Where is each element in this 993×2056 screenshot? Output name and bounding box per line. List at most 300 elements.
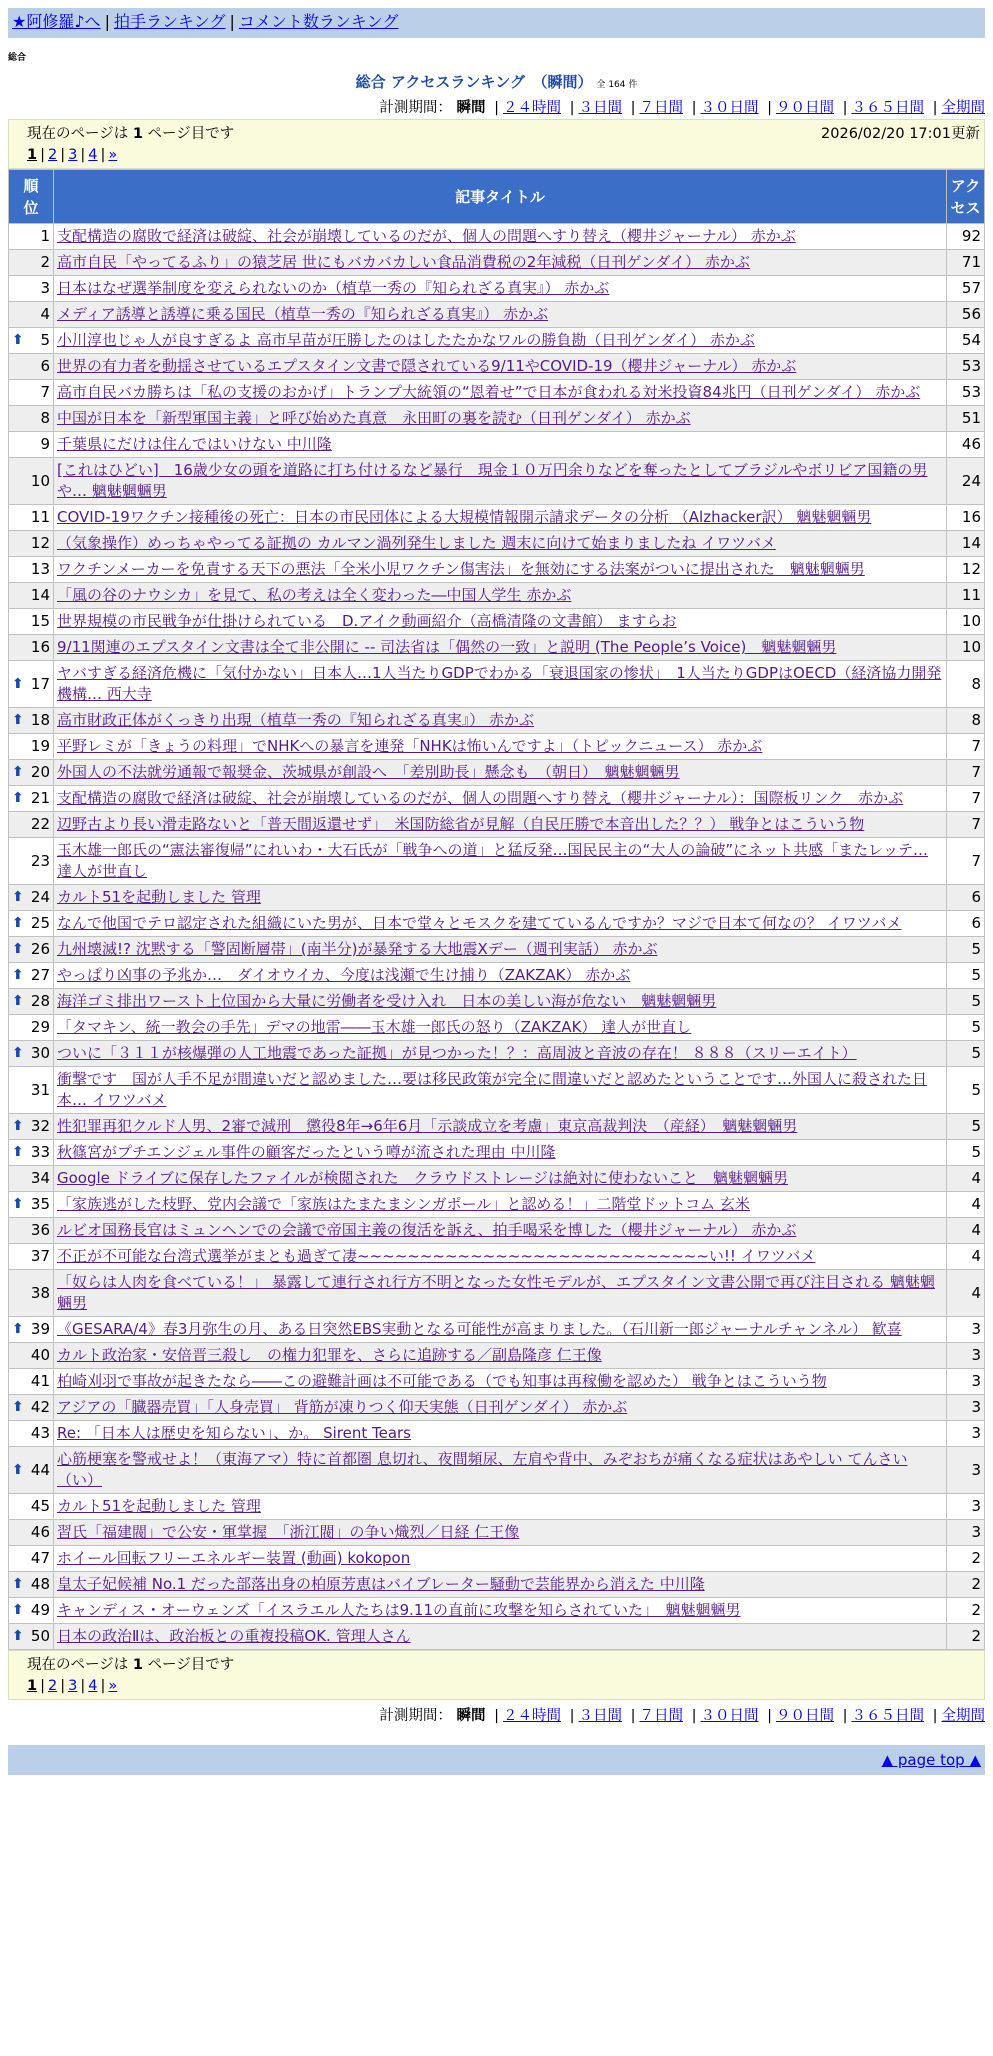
table-row (9, 302, 985, 328)
up-arrow-icon: ⬆ (12, 1602, 24, 1618)
rank-cell (9, 1166, 54, 1192)
period-3d-link[interactable]: ３日間 (578, 1708, 622, 1724)
rank-cell (9, 609, 54, 635)
ranking-title: 総合 アクセスランキング （瞬間） (355, 73, 593, 91)
table-row (9, 432, 985, 458)
nav-separator: | (229, 12, 235, 31)
title-cell (54, 1624, 947, 1650)
rank-number: 48 (30, 1575, 50, 1593)
nav-separator: | (104, 12, 110, 31)
rank-number: 23 (30, 851, 50, 870)
access-count: 46 (947, 432, 985, 458)
rank-cell (9, 661, 54, 708)
applause-ranking-link[interactable]: 拍手ランキング (113, 12, 226, 31)
page-4-link[interactable]: 4 (88, 147, 98, 163)
rank-number: 24 (30, 888, 50, 906)
title-cell (54, 635, 947, 661)
article-link[interactable]: 《GESARA/4》春3月弥生の月、ある日突然EBS実動となる可能性が高まりました。（石川新一郎ジャーナルチャンネル） 歓喜 (57, 1320, 902, 1338)
title-cell (54, 224, 947, 250)
rank-number: 11 (30, 508, 50, 526)
title-cell (54, 963, 947, 989)
title-cell (54, 557, 947, 583)
rank-number: 28 (30, 992, 50, 1010)
article-link[interactable]: ワクチンメーカーを免責する天下の悪法「全米小児ワクチン傷害法」を無効にする法案がついに提出された 魑魅魍魎男 (57, 560, 865, 578)
table-row (9, 458, 985, 505)
home-link[interactable]: ★阿修羅♪へ (12, 12, 101, 31)
title-cell (54, 1218, 947, 1244)
table-row (9, 661, 985, 708)
page-links-bottom: 1 | 2 | 3 | 4 | » (27, 1678, 118, 1694)
rank-number: 47 (30, 1549, 50, 1567)
page-1-current: 1 (27, 147, 38, 163)
rank-number: 13 (30, 560, 50, 578)
period-label: 計測期間： (379, 100, 452, 116)
rank-number: 8 (40, 409, 50, 427)
up-arrow-icon: ⬆ (12, 1196, 24, 1212)
title-cell (54, 838, 947, 885)
rank-cell (9, 406, 54, 432)
article-link[interactable]: 「家族逃がした枝野、党内会議で「家族はたまたまシンガポール」と認める！」二階堂ドットコム 玄米 (57, 1195, 750, 1213)
table-row (9, 557, 985, 583)
article-link[interactable]: 「風の谷のナウシカ」を見て、私の考えは全く変わった―中国人学生 赤かぶ (57, 586, 572, 604)
table-row (9, 380, 985, 406)
title-cell (54, 1015, 947, 1041)
table-row (9, 1166, 985, 1192)
period-selector: 計測期間： 瞬間 | ２４時間 | ３日間 | ７日間 | ３０日間 | ９０日間 | ３６５日間 | 全期間 (379, 100, 985, 116)
article-link[interactable]: 「奴らは人肉を食べている！」 暴露して連行され行方不明となった女性モデルが、エプスタイン文書公開で再び注目される 魑魅魍魎男 (57, 1273, 935, 1312)
title-cell (54, 1494, 947, 1520)
column-header-access: アクセス (947, 170, 985, 224)
access-count: 3 (947, 1395, 985, 1421)
rank-number: 49 (30, 1601, 50, 1619)
rank-cell (9, 1598, 54, 1624)
table-row (9, 250, 985, 276)
rank-number: 34 (30, 1169, 50, 1187)
period-all-link[interactable]: 全期間 (941, 100, 985, 116)
column-header-rank: 順位 (9, 170, 54, 224)
article-link[interactable]: 中国が日本を「新型軍国主義」と呼び始めた真意 永田町の裏を読む（日刊ゲンダイ） 赤かぶ (57, 409, 691, 427)
rank-number: 45 (30, 1497, 50, 1515)
table-row (9, 328, 985, 354)
page-3-link[interactable]: 3 (68, 1678, 78, 1694)
period-90d-link[interactable]: ９０日間 (776, 1708, 834, 1724)
rank-number: 7 (40, 383, 50, 401)
access-count: 54 (947, 328, 985, 354)
article-link[interactable]: 皇太子妃候補 No.1 だった部落出身の柏原芳恵はバイブレーター騒動で芸能界から消えた 中川隆 (57, 1575, 705, 1593)
article-link[interactable]: [これはひどい] 16歳少女の頭を道路に打ち付けるなど暴行 現金１０万円余りなどを奪ったとしてブラジルやボリビア国籍の男や… 魑魅魍魎男 (57, 461, 928, 500)
rank-number: 38 (30, 1283, 50, 1302)
rank-cell (9, 1015, 54, 1041)
title-cell (54, 812, 947, 838)
rank-number: 35 (30, 1195, 50, 1213)
table-row (9, 1041, 985, 1067)
table-row (9, 1067, 985, 1114)
access-count: 7 (947, 838, 985, 885)
title-cell (54, 1244, 947, 1270)
article-link[interactable]: 辺野古より長い滑走路ないと「普天間返還せず」 米国防総省が見解（自民圧勝で本音出した？？） 戦争とはこういう物 (57, 815, 865, 833)
title-cell (54, 531, 947, 557)
rank-cell (9, 1192, 54, 1218)
rank-number: 12 (30, 534, 50, 552)
page-2-link[interactable]: 2 (47, 147, 58, 163)
table-row (9, 812, 985, 838)
title-cell (54, 406, 947, 432)
table-row (9, 1244, 985, 1270)
article-link[interactable]: 高市財政正体がくっきり出現（植草一秀の『知られざる真実』） 赤かぶ (57, 711, 534, 729)
access-count: 92 (947, 224, 985, 250)
access-count: 71 (947, 250, 985, 276)
article-link[interactable]: カルト51を起動しました 管理 (57, 888, 261, 906)
ranking-body (9, 224, 985, 1650)
rank-number: 10 (30, 471, 50, 490)
rank-cell (9, 734, 54, 760)
rank-cell (9, 1067, 54, 1114)
article-link[interactable]: 日本の政治Ⅱは、政治板との重複投稿OK. 管理人さん (57, 1627, 411, 1645)
rank-number: 3 (40, 279, 50, 297)
total-count: 全 164 件 (596, 80, 638, 90)
article-link[interactable]: カルト51を起動しました 管理 (57, 1497, 261, 1515)
rank-number: 17 (30, 674, 50, 693)
title-cell (54, 250, 947, 276)
access-count: 16 (947, 505, 985, 531)
article-link[interactable]: ホイール回転フリーエネルギー装置 (動画) kokopon (57, 1549, 411, 1567)
table-row (9, 838, 985, 885)
title-cell (54, 380, 947, 406)
access-count: 5 (947, 1015, 985, 1041)
access-count: 53 (947, 380, 985, 406)
period-7d-link[interactable]: ７日間 (639, 1708, 683, 1724)
rank-number: 14 (30, 586, 50, 604)
rank-cell (9, 1140, 54, 1166)
article-link[interactable]: カルト政治家・安倍晋三殺し の権力犯罪を、さらに追跡する／副島隆彦 仁王像 (57, 1346, 602, 1364)
period-24h-link[interactable]: ２４時間 (503, 1708, 561, 1724)
table-row (9, 734, 985, 760)
table-row (9, 1421, 985, 1447)
rank-cell (9, 911, 54, 937)
access-count: 7 (947, 812, 985, 838)
article-link[interactable]: 世界規模の市民戦争が仕掛けられている D.アイク動画紹介（高橋清隆の文書館） ますらお (57, 612, 677, 630)
rank-cell (9, 354, 54, 380)
up-arrow-icon: ⬆ (12, 889, 24, 905)
article-link[interactable]: 支配構造の腐敗で経済は破綻、社会が崩壊しているのだが、個人の問題へすり替え（櫻井ジャーナル）：国際板リンク 赤かぶ (57, 789, 904, 807)
title-cell (54, 1598, 947, 1624)
rank-number: 25 (30, 914, 50, 932)
article-link[interactable]: 小川淳也じゃ人が良すぎるよ 高市早苗が圧勝したのはしたたかなワルの勝負勘（日刊ゲンダイ） 赤かぶ (57, 331, 755, 349)
rank-number: 41 (30, 1372, 50, 1390)
up-arrow-icon: ⬆ (12, 915, 24, 931)
rank-number: 9 (40, 435, 50, 453)
article-link[interactable]: 平野レミが「きょうの料理」でNHKへの暴言を連発「NHKは怖いんですよ」（トピックニュース） 赤かぶ (57, 737, 763, 755)
rank-cell (9, 458, 54, 505)
title-cell (54, 276, 947, 302)
rank-number: 6 (40, 357, 50, 375)
table-row (9, 1520, 985, 1546)
top-navigation (8, 8, 985, 38)
article-link[interactable]: 支配構造の腐敗で経済は破綻、社会が崩壊しているのだが、個人の問題へすり替え（櫻井ジャーナル） 赤かぶ (57, 227, 796, 245)
rank-number: 5 (40, 331, 50, 349)
rank-cell (9, 812, 54, 838)
table-row (9, 276, 985, 302)
access-count: 11 (947, 583, 985, 609)
rank-cell (9, 557, 54, 583)
rank-cell (9, 328, 54, 354)
title-cell (54, 458, 947, 505)
rank-number: 18 (30, 711, 50, 729)
category-label: 総合 (8, 53, 27, 63)
rank-cell (9, 583, 54, 609)
rank-number: 50 (30, 1627, 50, 1645)
title-cell (54, 609, 947, 635)
article-link[interactable]: 世界の有力者を動揺させているエプスタイン文書で隠されている9/11やCOVID-19（櫻井ジャーナル） 赤かぶ (57, 357, 797, 375)
article-link[interactable]: 心筋梗塞を警戒せよ！（東海アマ）特に首都圏 息切れ、夜間頻尿、左肩や背中、みぞおちが痛くなる症状はあやしい てんさい（い） (57, 1450, 908, 1489)
table-header-row (9, 170, 985, 224)
table-row (9, 885, 985, 911)
access-count: 3 (947, 1343, 985, 1369)
table-row (9, 609, 985, 635)
rank-number: 20 (30, 763, 50, 781)
rank-cell (9, 380, 54, 406)
table-row (9, 1140, 985, 1166)
title-cell (54, 1067, 947, 1114)
access-count: 57 (947, 276, 985, 302)
ranking-table (8, 169, 985, 1650)
table-row (9, 1369, 985, 1395)
title-cell (54, 708, 947, 734)
title-cell (54, 989, 947, 1015)
article-link[interactable]: キャンディス・オーウェンズ「イスラエル人たちは9.11の直前に攻撃を知らされていた」 魑魅魍魎男 (57, 1601, 741, 1619)
period-current: 瞬間 (456, 1708, 486, 1724)
rank-cell (9, 250, 54, 276)
page-3-link[interactable]: 3 (68, 147, 78, 163)
table-row (9, 531, 985, 557)
rank-number: 42 (30, 1398, 50, 1416)
article-link[interactable]: 秋篠宮がプチエンジェル事件の顧客だったという噂が流された理由 中川隆 (57, 1143, 556, 1161)
article-link[interactable]: 高市自民バカ勝ちは「私の支援のおかげ」トランプ大統領の“恩着せ”で日本が食われる対米投資84兆円（日刊ゲンダイ） 赤かぶ (57, 383, 921, 401)
access-count: 8 (947, 661, 985, 708)
article-link[interactable]: 日本はなぜ選挙制度を変えられないのか（植草一秀の『知られざる真実』） 赤かぶ (57, 279, 610, 297)
table-row (9, 989, 985, 1015)
title-cell (54, 911, 947, 937)
page-2-link[interactable]: 2 (47, 1678, 58, 1694)
access-count: 10 (947, 635, 985, 661)
access-count: 12 (947, 557, 985, 583)
article-link[interactable]: Google ドライブに保存したファイルが検閲された クラウドストレージは絶対に使わないこと 魑魅魍魎男 (57, 1169, 789, 1187)
table-row (9, 354, 985, 380)
article-link[interactable]: 外国人の不法就労通報で報奨金、茨城県が創設へ 「差別助長」懸念も （朝日） 魑魅魍魎男 (57, 763, 680, 781)
rank-number: 16 (30, 638, 50, 656)
article-link[interactable]: 性犯罪再犯クルド人男、2審で減刑 懲役8年→6年6月「示談成立を考慮」東京高裁判決 （産経） 魑魅魍魎男 (57, 1117, 798, 1135)
rank-number: 32 (30, 1117, 50, 1135)
up-arrow-icon: ⬆ (12, 1461, 24, 1478)
up-arrow-icon: ⬆ (12, 1321, 24, 1337)
rank-cell (9, 635, 54, 661)
table-row (9, 635, 985, 661)
table-row (9, 1598, 985, 1624)
access-count: 4 (947, 1270, 985, 1317)
title-cell (54, 432, 947, 458)
table-row (9, 911, 985, 937)
period-7d-link[interactable]: ７日間 (639, 100, 683, 116)
rank-number: 30 (30, 1044, 50, 1062)
access-count: 10 (947, 609, 985, 635)
up-arrow-icon: ⬆ (12, 1144, 24, 1160)
table-row (9, 1395, 985, 1421)
title-cell (54, 1041, 947, 1067)
rank-number: 36 (30, 1221, 50, 1239)
up-arrow-icon: ⬆ (12, 967, 24, 983)
rank-number: 4 (40, 305, 50, 323)
rank-cell (9, 1395, 54, 1421)
rank-number: 27 (30, 966, 50, 984)
rank-cell (9, 531, 54, 557)
title-cell (54, 1343, 947, 1369)
title-cell (54, 1369, 947, 1395)
up-arrow-icon: ⬆ (12, 1118, 24, 1134)
rank-cell (9, 1447, 54, 1494)
access-count: 7 (947, 786, 985, 812)
article-link[interactable]: 千葉県にだけは住んではいけない 中川隆 (57, 435, 332, 453)
access-count: 24 (947, 458, 985, 505)
period-30d-link[interactable]: ３０日間 (700, 100, 759, 116)
next-page-link[interactable]: » (108, 1678, 118, 1694)
table-row (9, 1114, 985, 1140)
article-link[interactable]: 衝撃です 国が人手不足が間違いだと認めました…要は移民政策が完全に間違いだと認めたということです…外国人に殺された日本… イワツバメ (57, 1070, 928, 1109)
table-row (9, 1494, 985, 1520)
rank-number: 37 (30, 1247, 50, 1265)
rank-cell (9, 1369, 54, 1395)
article-link[interactable]: 「タマキン、統一教会の手先」デマの地雷――玉木雄一郎氏の怒り（ZAKZAK） 達人が世直し (57, 1018, 692, 1036)
title-cell (54, 1140, 947, 1166)
rank-cell (9, 276, 54, 302)
access-count: 4 (947, 1218, 985, 1244)
rank-cell (9, 989, 54, 1015)
article-link[interactable]: 玉木雄一郎氏の“憲法審復帰”にれいわ・大石氏が「戦争への道」と猛反発…国民民主の“大人の論破”にネット共感「またレッテ… 達人が世直し (57, 841, 928, 880)
rank-cell (9, 1343, 54, 1369)
rank-cell (9, 1317, 54, 1343)
comment-ranking-link[interactable]: コメント数ランキング (238, 12, 399, 31)
title-cell (54, 760, 947, 786)
rank-number: 44 (30, 1460, 50, 1479)
title-cell (54, 734, 947, 760)
access-count: 2 (947, 1546, 985, 1572)
rank-cell (9, 1244, 54, 1270)
rank-number: 39 (30, 1320, 50, 1338)
access-count: 7 (947, 760, 985, 786)
table-row (9, 1546, 985, 1572)
up-arrow-icon: ⬆ (12, 764, 24, 780)
page-4-link[interactable]: 4 (88, 1678, 98, 1694)
title-cell (54, 1421, 947, 1447)
up-arrow-icon: ⬆ (12, 1399, 24, 1415)
rank-cell (9, 786, 54, 812)
title-cell (54, 937, 947, 963)
access-count: 5 (947, 989, 985, 1015)
rank-cell (9, 1270, 54, 1317)
article-link[interactable]: アジアの「臓器売買」「人身売買」 背筋が凍りつく仰天実態（日刊ゲンダイ） 赤かぶ (57, 1398, 628, 1416)
rank-cell (9, 1520, 54, 1546)
title-cell (54, 302, 947, 328)
up-arrow-icon: ⬆ (12, 675, 24, 692)
rank-number: 40 (30, 1346, 50, 1364)
pagination-top (8, 119, 985, 169)
article-link[interactable]: （気象操作）めっちゃやってる証拠の カルマン渦列発生しました 週末に向けて始まりましたね イワツバメ (57, 534, 776, 552)
article-link[interactable]: なんで他国でテロ認定された組織にいた男が、日本で堂々とモスクを建てているんですか？マジで日本て何なの？ イワツバメ (57, 914, 902, 932)
article-link[interactable]: 習氏「福建閥」で公安・軍掌握 「浙江閥」の争い熾烈／日経 仁王像 (57, 1523, 520, 1541)
rank-cell (9, 302, 54, 328)
article-link[interactable]: COVID-19ワクチン接種後の死亡：日本の市民団体による大規模情報開示請求データの分析 （Alzhacker訳） 魑魅魍魎男 (57, 508, 872, 526)
table-row (9, 505, 985, 531)
title-cell (54, 1270, 947, 1317)
up-arrow-icon: ⬆ (12, 1576, 24, 1592)
article-link[interactable]: ルビオ国務長官はミュンヘンでの会議で帝国主義の復活を訴え、拍手喝采を博した（櫻井ジャーナル） 赤かぶ (57, 1221, 797, 1239)
table-row (9, 1192, 985, 1218)
table-row (9, 224, 985, 250)
article-link[interactable]: 9/11関連のエプスタイン文書は全て非公開に -- 司法省は「偶然の一致」と説明 (The People’s Voice) 魑魅魍魎男 (57, 638, 837, 656)
access-count: 5 (947, 1114, 985, 1140)
article-link[interactable]: 九州壊滅!? 沈黙する「警固断層帯」(南半分)が暴発する大地震Xデー（週刊実話） 赤かぶ (57, 940, 658, 958)
rank-cell (9, 1624, 54, 1650)
period-current: 瞬間 (456, 100, 486, 116)
access-count: 4 (947, 1166, 985, 1192)
article-link[interactable]: 高市自民「やってるふり」の猿芝居 世にもバカバカしい食品消費税の2年減税（日刊ゲンダイ） 赤かぶ (57, 253, 750, 271)
article-link[interactable]: ついに「３１１が核爆弾の人工地震であった証拠」が見つかった！？：高周波と音波の存在！ ８８８（スリーエイト） (57, 1044, 857, 1062)
access-count: 7 (947, 734, 985, 760)
period-all-link[interactable]: 全期間 (941, 1708, 985, 1724)
current-page-text-bottom: 現在のページは 1 ページ目です (27, 1657, 235, 1673)
period-30d-link[interactable]: ３０日間 (700, 1708, 759, 1724)
period-label: 計測期間： (379, 1708, 452, 1724)
article-link[interactable]: やっぱり凶事の予兆か… ダイオウイカ、今度は浅瀬で生け捕り（ZAKZAK） 赤かぶ (57, 966, 631, 984)
up-arrow-icon: ⬆ (12, 790, 24, 806)
rank-cell (9, 963, 54, 989)
next-page-link[interactable]: » (108, 147, 118, 163)
access-count: 4 (947, 1192, 985, 1218)
access-count: 3 (947, 1369, 985, 1395)
page-top-link[interactable]: ▲ page top ▲ (881, 1751, 981, 1769)
article-link[interactable]: 不正が不可能な台湾式選挙がまとも過ぎて凄~~~~~~~~~~~~~~~~~~~~~~~~~~~~い!! イワツバメ (57, 1247, 816, 1265)
period-24h-link[interactable]: ２４時間 (503, 100, 561, 116)
rank-number: 15 (30, 612, 50, 630)
period-365d-link[interactable]: ３６５日間 (851, 1708, 924, 1724)
rank-number: 22 (30, 815, 50, 833)
page-1-current: 1 (27, 1678, 38, 1694)
rank-cell (9, 1572, 54, 1598)
rank-number: 2 (40, 253, 50, 271)
article-link[interactable]: メディア誘導と誘導に乗る国民（植草一秀の『知られざる真実』） 赤かぶ (57, 305, 549, 323)
access-count: 5 (947, 1140, 985, 1166)
title-cell (54, 583, 947, 609)
rank-cell (9, 432, 54, 458)
title-cell (54, 1546, 947, 1572)
rank-cell (9, 224, 54, 250)
access-count: 3 (947, 1421, 985, 1447)
access-count: 5 (947, 963, 985, 989)
title-cell (54, 1192, 947, 1218)
period-90d-link[interactable]: ９０日間 (776, 100, 834, 116)
period-3d-link[interactable]: ３日間 (578, 100, 622, 116)
up-arrow-icon: ⬆ (12, 332, 24, 348)
updated-timestamp: 2026/02/20 17:01更新 (821, 126, 980, 142)
article-link[interactable]: 海洋ゴミ排出ワースト上位国から大量に労働者を受け入れ 日本の美しい海が危ない 魑魅魍魎男 (57, 992, 717, 1010)
current-page-text: 現在のページは 1 ページ目です (27, 126, 235, 142)
article-link[interactable]: Re: 「日本人は歴史を知らない」、か。 Sirent Tears (57, 1424, 411, 1442)
access-count: 6 (947, 885, 985, 911)
article-link[interactable]: ヤバすぎる経済危機に「気付かない」日本人…1人当たりGDPでわかる「衰退国家の惨状」 1人当たりGDPはOECD（経済協力開発機構… 西大寺 (57, 664, 942, 703)
article-link[interactable]: 柏崎刈羽で事故が起きたなら――この避難計画は不可能である（でも知事は再稼働を認めた） 戦争とはこういう物 (57, 1372, 827, 1390)
page-links: 1 | 2 | 3 | 4 | » (27, 147, 118, 163)
access-count: 3 (947, 1494, 985, 1520)
period-365d-link[interactable]: ３６５日間 (851, 100, 924, 116)
